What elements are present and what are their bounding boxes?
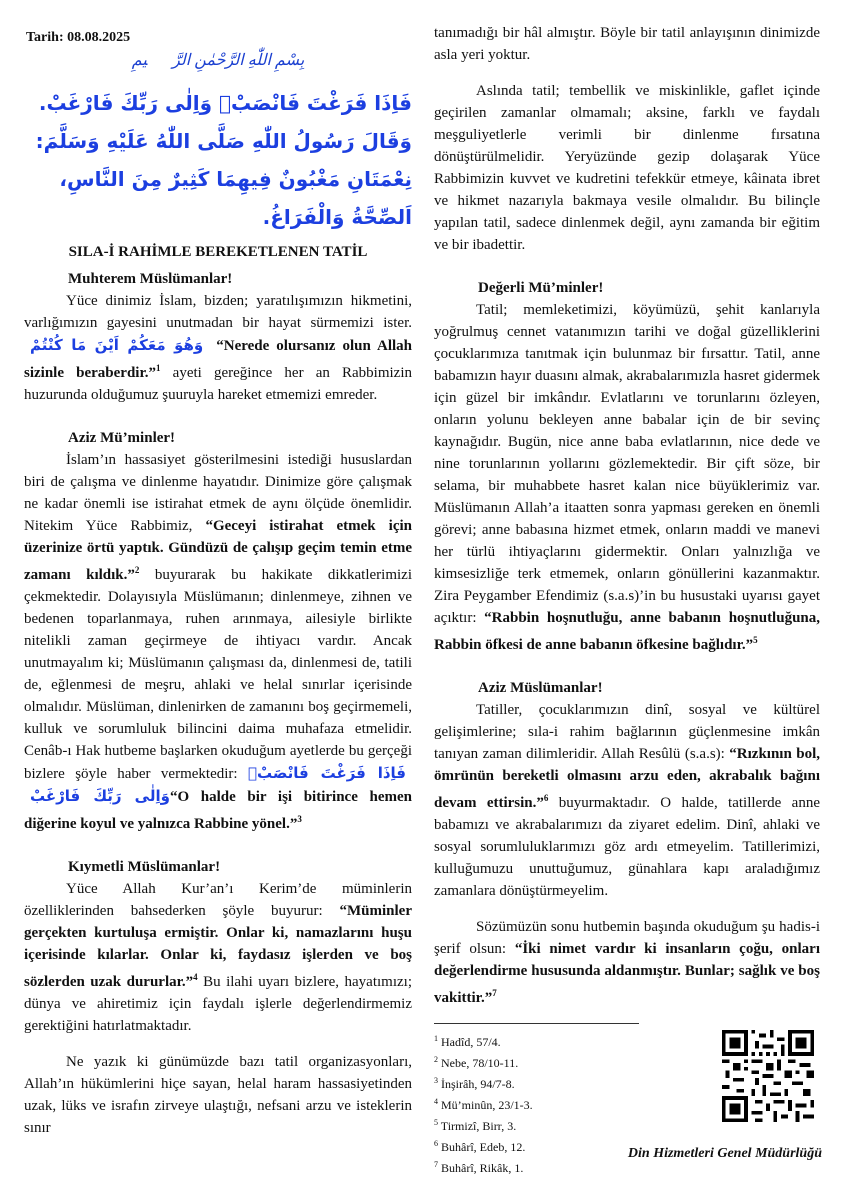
footnote-ref-2: 2 <box>134 565 140 575</box>
footnote-item: $^4$ Mü’minûn, 23/1-3. <box>434 1097 533 1112</box>
signature-department: Din Hizmetleri Genel Müdürlüğü <box>627 1146 822 1161</box>
paragraph-1-text-b: ayeti gereğince her an Rabbimizin huzurunda olduğumuz şuuruyla hareket etmemizi emreder. <box>24 365 413 403</box>
section-heading-1: Muhterem Müslümanlar! <box>68 271 233 287</box>
footnote-ref-7: 7 <box>492 988 497 998</box>
paragraph-7-text: Tatiller, çocuklarımızın dinî, sosyal ve kültürel gelişimlerine; sıla-i rahim bağlarının güçlenmesine imkân tanıyan zaman dilimleridir. Allah Resûlü (s.a.s): <box>434 702 820 762</box>
inline-arabic-verse-1: وَهُوَ مَعَكُمْ اَيْنَ مَا كُنْتُمْ <box>30 336 204 354</box>
paragraph-4: Ne yazık ki günümüzde bazı tatil organizasyonları, Allah’ın hükümlerini hiçe sayan, helal haram hassasiyetinden uzak, lüks ve israfın zirveye ulaştığı, nefsani arzu ve isteklerin sınır <box>24 1054 412 1136</box>
paragraph-8 <box>434 916 820 1009</box>
quote-6: “Rızkının bol, ömrünün bereketli olmasını arzu eden, akrabalık bağını devam ettirsin.” <box>434 746 820 811</box>
quote-7: “İki nimet vardır ki insanların çoğu, onları değerlendirme hususunda aldanmıştır. Bunlar; sağlık ve boş vakittir.” <box>434 941 820 1006</box>
footnote-divider <box>434 1023 639 1024</box>
paragraph-5: Aslında tatil; tembellik ve miskinlikle, gaflet içinde geçirilen zamanlar olmamalı; aksine, farklı ve faydalı meşguliyetlerle verimli bir dinlenme fırsatına dönüştürülmelidir. Yeryüzünde gezip dolaşarak Yüce Rabbimizin kuvvet ve kudretini tefekkür etmeye, kâinata ibret ve hikmet nazarıyla bakmaya vesile olmalıdır. Bu bilinçle yapılan tatil, sadece dinlenmek değil, aynı zamanda bir eğitim ve bir ibadettir. <box>434 83 820 253</box>
paragraph-1-text: Yüce dinimiz İslam, bizden; yaratılışımızın hikmetini, varlığımızın gayesini unutmadan bir hayat sürmemizi ister. <box>24 293 412 331</box>
footnote-item: $^5$ Tirmizî, Birr, 3. <box>434 1118 517 1133</box>
paragraph-6-text: Tatil; memleketimizi, köyümüzü, şehit kanlarıyla yoğrulmuş cennet vatanımızın tarihi ve doğal güzelliklerini çocuklarımıza tanıtmak için bulunmaz bir fırsattır. Tatil, anne babamızın hayır duasını almak, akrabalarımızla hasret gidermek için güzel bir imkândır. Evlatlarını ve torunlarını özleyen, onların yolunu bekleyen anne babalar için de bir sevinç kaynağıdır. Bugün, nice anne baba evlatlarının, nice dede ve nine torunlarının yollarını gözlemektedir. Bir çift söze, bir selama, bir muhabbete hasret kalan nice büyüklerimiz var. Müslümanın Allah’a itaatten sonra yapması gereken en önemli görevi; anne babasına hizmet etmek, onların maddi ve manevi her türlü ihtiyaçlarını gidermektir. Onları yalnızlığa ve kimsesizliğe terk etmemek, onların gönüllerini kazanmaktır. Zira Peygamber Efendimiz (s.a.s)’in bu husustaki uyarısı gayet açıktır: <box>434 302 820 626</box>
quote-5: “Rabbin hoşnutluğu, anne babanın hoşnutluğuna, Rabbin öfkesi de anne babanın öfkesine bağlıdır.” <box>434 610 821 653</box>
date-label: Tarih: 08.08.2025 <box>26 30 131 45</box>
footnote-ref-4: 4 <box>193 972 198 982</box>
arabic-verse-line-1: فَاِذَا فَرَغْتَ فَانْصَبْۙ وَاِلٰى رَبِّكَ فَارْغَبْ. <box>38 91 412 115</box>
paragraph-3-text-b: Bu ilahi uyarı bizlere, hayatımızı; dünya ve ahiretimiz için faydalı işlerle değerlendirmemiz gerektiğini hatırlatmaktadır. <box>24 974 412 1034</box>
left-column <box>24 22 412 1139</box>
arabic-verse-line-3: نِعْمَتَانِ مَغْبُونٌ فِيهِمَا كَثِيرٌ مِنَ النَّاسِ، اَلصِّحَّةُ وَالْفَرَاغُ. <box>59 167 412 229</box>
paragraph-7 <box>434 699 820 902</box>
inline-arabic-verse-2: فَاِذَا فَرَغْتَ فَانْصَبْۙ وَاِلٰى رَبِّكَ فَارْغَبْ <box>30 764 407 805</box>
qr-code-icon[interactable] <box>722 1030 814 1122</box>
paragraph-7-text-b: buyurmaktadır. O halde, tatillerde anne babamızı ve akrabalarımızı da ziyaret edelim. Dinî, ahlaki ve sosyal sorumluluklarımızı göz ardı etmeyelim. Tatillerimizi, kulluğumuzu unuttuğumuz, günahlara kapı araladığımız zamanlara dönüştürmeyelim. <box>434 795 820 899</box>
paragraph-3-text: Yüce Allah Kur’an’ı Kerim’de müminlerin özelliklerinden bahsederken şöyle buyurur: <box>24 881 412 919</box>
paragraph-2-text-b: buyurarak bu hakikate dikkatlerimizi çekmektedir. Dolayısıyla Müslümanın; dinlenmeye, zihnen ve bedenen toparlanmaya, ruhen arınmaya, ailesiyle birlikte nitelikli zaman geçirmeye de ihtiyacı vardır. Ancak unutmayalım ki; Müslümanın çalışması da, dinlenmesi de, tatili de, eğlenmesi de meşru, ahlaki ve helal sınırlar içerisinde olmalıdır. Müslüman, dinlenirken de zamanını boş geçirmemeli, kulluk ve sorumluluk bilincini daima muhafaza etmelidir. Cenâb-ı Hak hutbeme başlarken okuduğum ayetlerde bu gerçeği bizlere şöyle haber vermektedir: <box>24 567 412 782</box>
right-column <box>434 22 820 1177</box>
quote-2: “Geceyi istirahat etmek için üzerinize örtü yaptık. Gündüzü de çalışıp geçim temin etme zamanı kıldık.” <box>24 518 412 583</box>
paragraph-2 <box>24 449 412 835</box>
quote-4: “Müminler gerçekten kurtuluşa ermiştir. Onlar ki, namazlarını huşu içerisinde kılarlar. Onlar ki, faydasız işlerden ve boş sözlerden uzak dururlar.” <box>24 903 412 990</box>
footnote-item: $^6$ Buhârî, Edeb, 12. <box>434 1139 526 1154</box>
section-heading-4: Değerli Mü’minler! <box>478 280 604 296</box>
footnote-ref-6: 6 <box>543 793 549 803</box>
section-heading-3: Kıymetli Müslümanlar! <box>68 859 221 875</box>
paragraph-2-text: İslam’ın hassasiyet gösterilmesini istediği hususlardan biri de çalışma ve dinlenme hayatıdır. Dinimize göre çalışmak ne kadar önemli ise istirahat etmek de aynı ölçüde önemlidir. Nitekim Yüce Rabbimiz, <box>24 452 412 534</box>
paragraph-8-text: Sözümüzün sonu hutbemin başında okuduğum şu hadis-i şerif olsun: <box>434 919 820 957</box>
section-heading-2: Aziz Mü’minler! <box>68 430 176 446</box>
paragraph-6 <box>434 299 820 656</box>
section-heading-5: Aziz Müslümanlar! <box>478 680 603 696</box>
footnote-item: $^7$ Buhârî, Rikâk, 1. <box>434 1160 524 1175</box>
footnote-ref-1: 1 <box>156 363 161 373</box>
paragraph-1 <box>24 290 412 406</box>
sermon-title: SILA-İ RAHİMLE BEREKETLENEN TATİL <box>68 244 368 260</box>
paragraph-3 <box>24 878 412 1037</box>
footnote-item: $^3$ İnşirâh, 94/7-8. <box>434 1076 515 1091</box>
footnote-item: $^2$ Nebe, 78/10-11. <box>434 1055 519 1070</box>
arabic-verse-line-2: وَقَالَ رَسُولُ اللّٰهِ صَلَّى اللّٰهُ عَلَيْهِ وَسَلَّمَ: <box>35 129 412 153</box>
basmala-calligraphy: بِسْمِ اللّٰهِ الرَّحْمٰنِ الرَّح۪يمِ <box>131 52 305 69</box>
footnote-ref-3: 3 <box>297 814 302 824</box>
quote-3: “O halde bir işi bitirince hemen diğerine koyul ve yalnızca Rabbine yönel.” <box>24 789 412 832</box>
footnote-item: $^1$ Hadîd, 57/4. <box>434 1034 501 1049</box>
footnote-ref-5: 5 <box>753 635 758 645</box>
quote-1: “Nerede olursanız olun Allah sizinle beraberdir.” <box>24 338 412 381</box>
paragraph-4-continued: tanımadığı bir hâl almıştır. Böyle bir tatil anlayışının dinimizde asla yeri yoktur. <box>434 25 820 63</box>
